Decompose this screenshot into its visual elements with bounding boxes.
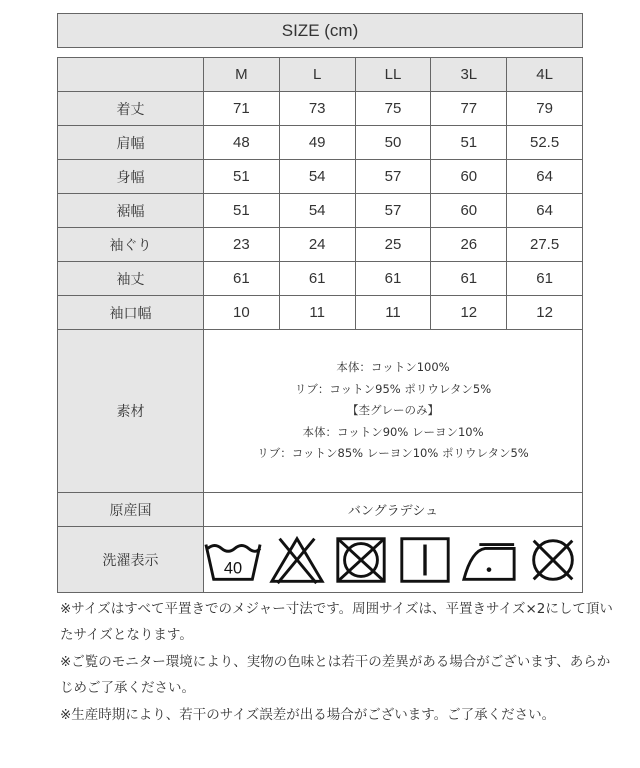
note-text: ※ご覧のモニター環境により、実物の色味とは若干の差異がある場合がございます、あらかじめご了承ください。 — [60, 653, 611, 697]
table-cell: 49 — [279, 126, 355, 160]
material-line: リブ：コットン85% レーヨン10% ポリウレタン5% — [257, 446, 529, 461]
table-row — [58, 160, 583, 194]
row-label: 着丈 — [58, 92, 204, 126]
table-row — [58, 126, 583, 160]
note-text: ※サイズはすべて平置きでのメジャー寸法です。周囲サイズは、平置きサイズ×2にして頂いたサイズとなります。 — [60, 601, 613, 644]
column-header: M — [204, 58, 280, 92]
row-label: 原産国 — [58, 493, 204, 527]
material-line: 本体：コットン100% — [336, 360, 450, 375]
no-tumble-dry-icon — [332, 534, 390, 586]
row-label: 素材 — [58, 330, 204, 493]
material-line: 本体：コットン90% レーヨン10% — [302, 424, 484, 439]
column-header: 4L — [507, 58, 583, 92]
no-bleach-icon — [268, 534, 326, 586]
table-cell: 24 — [279, 228, 355, 262]
table-cell: 64 — [507, 194, 583, 228]
table-row — [58, 92, 583, 126]
table-cell: 61 — [355, 262, 431, 296]
size-header-row — [58, 58, 583, 92]
column-header: LL — [355, 58, 431, 92]
table-cell: 48 — [204, 126, 280, 160]
material-line: リブ：コットン95% ポリウレタン5% — [294, 381, 492, 396]
row-label: 袖ぐり — [58, 228, 204, 262]
column-header: L — [279, 58, 355, 92]
table-cell: 11 — [355, 296, 431, 330]
table-cell: 61 — [279, 262, 355, 296]
origin-value: バングラデシュ — [204, 493, 583, 527]
care-row — [58, 527, 583, 593]
line-dry-icon — [396, 534, 454, 586]
table-cell: 73 — [279, 92, 355, 126]
table-cell: 75 — [355, 92, 431, 126]
table-row — [58, 296, 583, 330]
row-label: 肩幅 — [58, 126, 204, 160]
table-cell: 23 — [204, 228, 280, 262]
table-cell: 12 — [431, 296, 507, 330]
table-cell: 51 — [204, 194, 280, 228]
material-row — [58, 330, 583, 493]
table-cell: 10 — [204, 296, 280, 330]
table-row — [58, 194, 583, 228]
table-cell: 61 — [204, 262, 280, 296]
row-label: 洗濯表示 — [58, 527, 204, 593]
table-cell: 51 — [431, 126, 507, 160]
table-cell: 54 — [279, 194, 355, 228]
notes-section — [60, 596, 620, 728]
table-row — [58, 228, 583, 262]
table-cell: 26 — [431, 228, 507, 262]
table-cell: 11 — [279, 296, 355, 330]
table-cell: 57 — [355, 160, 431, 194]
wash-40-icon — [204, 534, 262, 586]
header-corner-cell — [58, 58, 204, 92]
size-table-title: SIZE (cm) — [57, 13, 583, 48]
table-cell: 64 — [507, 160, 583, 194]
table-cell: 54 — [279, 160, 355, 194]
table-cell: 60 — [431, 160, 507, 194]
table-cell: 60 — [431, 194, 507, 228]
column-header: 3L — [431, 58, 507, 92]
table-row — [58, 262, 583, 296]
table-cell: 61 — [507, 262, 583, 296]
table-cell: 57 — [355, 194, 431, 228]
row-label: 袖丈 — [58, 262, 204, 296]
size-table — [57, 57, 583, 593]
table-cell: 77 — [431, 92, 507, 126]
table-cell: 61 — [431, 262, 507, 296]
table-cell: 25 — [355, 228, 431, 262]
note-text: ※生産時期により、若干のサイズ誤差が出る場合がございます。ご了承ください。 — [60, 706, 556, 723]
table-cell: 27.5 — [507, 228, 583, 262]
care-symbols-cell — [204, 527, 583, 593]
svg-text:40: 40 — [223, 559, 243, 578]
origin-row — [58, 493, 583, 527]
no-dry-clean-icon — [524, 534, 582, 586]
row-label: 身幅 — [58, 160, 204, 194]
material-line: 【杢グレーのみ】 — [347, 403, 439, 418]
table-cell: 50 — [355, 126, 431, 160]
row-label: 袖口幅 — [58, 296, 204, 330]
table-cell: 79 — [507, 92, 583, 126]
table-cell: 12 — [507, 296, 583, 330]
row-label: 裾幅 — [58, 194, 204, 228]
table-cell: 52.5 — [507, 126, 583, 160]
material-cell — [204, 330, 583, 493]
table-cell: 71 — [204, 92, 280, 126]
table-cell: 51 — [204, 160, 280, 194]
iron-low-icon — [460, 534, 518, 586]
